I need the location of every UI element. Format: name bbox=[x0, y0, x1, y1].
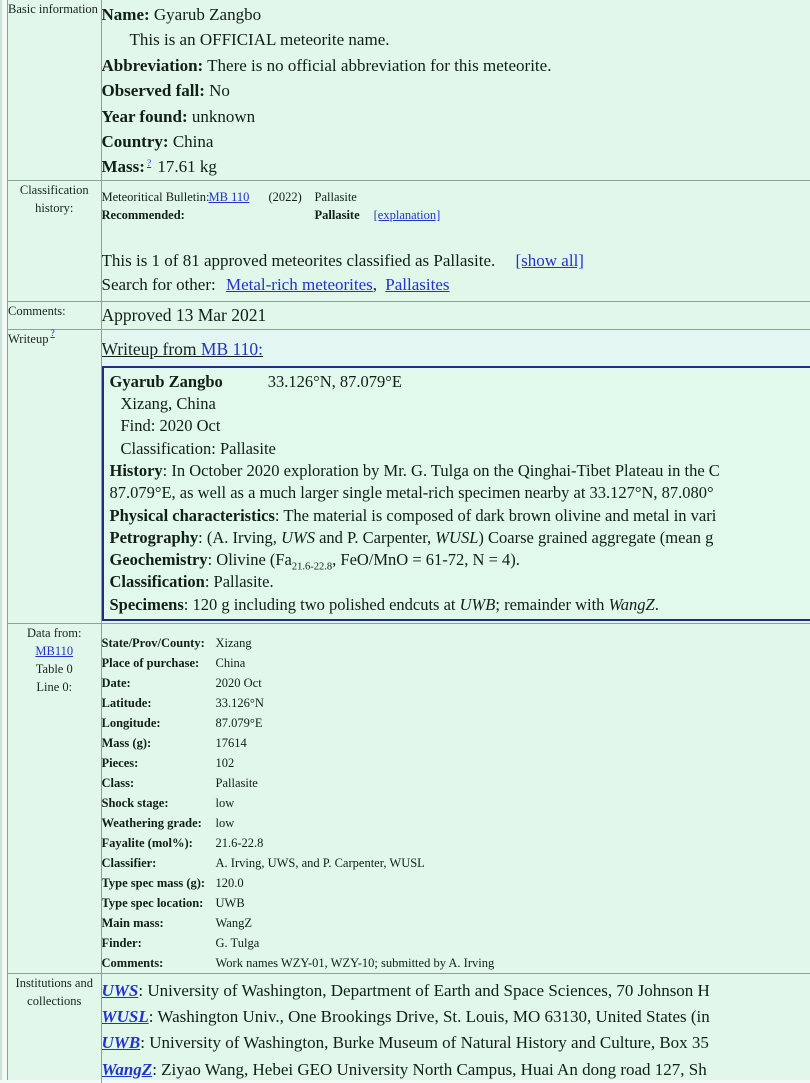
data-label: Fayalite (mol%): bbox=[102, 833, 216, 853]
text-line bbox=[102, 78, 810, 103]
institution-link[interactable]: WUSL bbox=[102, 1007, 149, 1026]
data-value: low bbox=[216, 796, 235, 810]
data-label: Place of purchase: bbox=[102, 653, 216, 673]
institution-link[interactable]: WangZ bbox=[102, 1060, 153, 1079]
data-label: Date: bbox=[102, 673, 216, 693]
data-value: Pallasite bbox=[216, 776, 258, 790]
row-classification-history bbox=[8, 180, 810, 301]
data-from-line: Line 0: bbox=[8, 678, 101, 696]
data-value: Work names WZY-01, WZY-10; submitted by A. Irving bbox=[216, 956, 495, 970]
data-label: Shock stage: bbox=[102, 793, 216, 813]
data-row bbox=[102, 713, 810, 733]
data-value: 120.0 bbox=[216, 876, 244, 890]
text-segment: Find: 2020 Oct bbox=[121, 416, 221, 435]
field-label: Gyarub Zangbo bbox=[110, 372, 223, 391]
writeup-box bbox=[102, 366, 810, 621]
data-kv-table bbox=[102, 624, 810, 973]
text-segment: and P. Carpenter, bbox=[315, 528, 435, 547]
data-value: low bbox=[216, 816, 235, 830]
data-value: 21.6-22.8 bbox=[216, 836, 264, 850]
classification-content bbox=[101, 180, 810, 301]
text-segment: ) Coarse grained aggregate (mean g bbox=[478, 528, 713, 547]
data-row bbox=[102, 813, 810, 833]
data-value: 87.079°E bbox=[216, 716, 263, 730]
text-segment: Classification: Pallasite bbox=[121, 439, 276, 458]
data-label: Type spec location: bbox=[102, 893, 216, 913]
text-line bbox=[110, 527, 810, 549]
data-label: Finder: bbox=[102, 933, 216, 953]
text-segment: 21.6-22.8 bbox=[292, 561, 332, 572]
data-from-title: Data from: bbox=[8, 624, 101, 642]
text-segment: ; remainder with bbox=[495, 595, 608, 614]
section-label-data-from bbox=[8, 623, 101, 973]
institution-line bbox=[102, 1004, 810, 1030]
text-segment: Xizang, China bbox=[121, 394, 216, 413]
text-segment: UWB bbox=[460, 595, 496, 614]
data-label: State/Prov/County: bbox=[102, 633, 216, 653]
metal-rich-meteorites-link[interactable]: Metal-rich meteorites bbox=[226, 275, 373, 294]
text-line bbox=[110, 549, 810, 571]
text-line bbox=[110, 415, 810, 437]
bulletin-class: Pallasite bbox=[315, 188, 810, 206]
text-line bbox=[102, 154, 810, 179]
data-row bbox=[102, 913, 810, 933]
data-from-content bbox=[101, 623, 810, 973]
text-segment: : The material is composed of dark brown olivine and metal in vari bbox=[275, 506, 716, 525]
separator: , bbox=[373, 275, 377, 294]
text-line bbox=[110, 505, 810, 527]
text-segment: : In October 2020 exploration by Mr. G. Tulga on the Qinghai-Tibet Plateau in the C bbox=[163, 461, 720, 480]
text-line bbox=[102, 2, 810, 27]
data-label: Type spec mass (g): bbox=[102, 873, 216, 893]
metbull-entry-page bbox=[7, 0, 810, 1080]
field-label: Classification bbox=[110, 572, 205, 591]
basic-information-content bbox=[101, 0, 810, 180]
data-row bbox=[102, 793, 810, 813]
text-line bbox=[102, 27, 810, 52]
section-label-comments: Comments: bbox=[8, 301, 101, 329]
data-row bbox=[102, 933, 810, 953]
data-label: Latitude: bbox=[102, 693, 216, 713]
data-row bbox=[102, 853, 810, 873]
data-label: Comments: bbox=[102, 953, 216, 973]
data-value: 17614 bbox=[216, 736, 247, 750]
approved-text: This is 1 of 81 approved meteorites classified as Pallasite. bbox=[102, 251, 496, 270]
search-prefix: Search for other: bbox=[102, 275, 216, 294]
text-segment: WUSL bbox=[435, 528, 478, 547]
text-line bbox=[102, 104, 810, 129]
field-label: History bbox=[110, 461, 163, 480]
comments-value: Approved 13 Mar 2021 bbox=[102, 302, 810, 326]
text-segment: Gyarub Zangbo bbox=[150, 5, 261, 24]
writeup-header bbox=[102, 339, 810, 360]
data-row bbox=[102, 753, 810, 773]
data-value: 33.126°N bbox=[216, 696, 264, 710]
writeup-content bbox=[101, 329, 810, 623]
data-row bbox=[102, 773, 810, 793]
field-label: Physical characteristics bbox=[110, 506, 275, 525]
field-label: Specimens bbox=[110, 595, 184, 614]
data-from-table: Table 0 bbox=[8, 660, 101, 678]
data-row bbox=[102, 893, 810, 913]
pallasites-link[interactable]: Pallasites bbox=[385, 275, 449, 294]
text-line bbox=[110, 571, 810, 593]
section-label-writeup: Writeup ? bbox=[8, 329, 101, 623]
text-segment: : Olivine (Fa bbox=[208, 550, 292, 569]
text-line bbox=[102, 53, 810, 78]
text-segment: 87.079°E, as well as a much larger single metal-rich specimen nearby at 33.127°N, 87.080° bbox=[110, 483, 714, 502]
row-institutions bbox=[8, 973, 810, 1083]
row-writeup bbox=[8, 329, 810, 623]
mb110-data-link[interactable]: MB110 bbox=[35, 644, 73, 658]
data-value: 102 bbox=[216, 756, 235, 770]
data-label: Pieces: bbox=[102, 753, 216, 773]
data-value: WangZ bbox=[216, 916, 252, 930]
row-data-from bbox=[8, 623, 810, 973]
text-segment: : 120 g including two polished endcuts at bbox=[184, 595, 460, 614]
data-label: Longitude: bbox=[102, 713, 216, 733]
text-line bbox=[110, 482, 810, 504]
text-segment: 33.126°N, 87.079°E bbox=[268, 372, 402, 391]
institution-list bbox=[102, 974, 810, 1083]
text-line bbox=[110, 460, 810, 482]
field-label: Geochemistry bbox=[110, 550, 208, 569]
text-segment: This is an OFFICIAL meteorite name. bbox=[130, 30, 390, 49]
text-segment: : Pallasite. bbox=[205, 572, 274, 591]
text-line bbox=[110, 438, 810, 460]
show-all-link[interactable]: [show all] bbox=[516, 251, 584, 270]
data-label: Class: bbox=[102, 773, 216, 793]
data-label: Main mass: bbox=[102, 913, 216, 933]
text-segment: UWS bbox=[281, 528, 315, 547]
text-segment: . bbox=[655, 595, 659, 614]
entry-table bbox=[8, 0, 810, 1083]
field-label: Year found: bbox=[102, 107, 188, 126]
text-segment: There is no official abbreviation for this meteorite. bbox=[203, 56, 551, 75]
field-label: Mass: bbox=[102, 157, 145, 176]
section-label-classification: Classification history: bbox=[8, 180, 101, 301]
row-basic-information bbox=[8, 0, 810, 180]
bulletin-table bbox=[102, 188, 810, 224]
data-row bbox=[102, 873, 810, 893]
data-value: UWB bbox=[216, 896, 245, 910]
data-value: G. Tulga bbox=[216, 936, 260, 950]
data-row bbox=[102, 693, 810, 713]
institution-link[interactable]: UWS bbox=[102, 981, 139, 1000]
data-row bbox=[102, 833, 810, 853]
data-value: Xizang bbox=[216, 636, 252, 650]
data-row bbox=[102, 633, 810, 653]
field-label: Name: bbox=[102, 5, 150, 24]
text-segment: unknown bbox=[188, 107, 256, 126]
recommended-value: Pallasite [explanation] bbox=[315, 206, 810, 224]
comments-content bbox=[101, 301, 810, 329]
text-segment: WangZ bbox=[609, 595, 655, 614]
recommended-label: Recommended: bbox=[102, 206, 209, 224]
data-label: Weathering grade: bbox=[102, 813, 216, 833]
text-segment: , FeO/MnO = 61-72, N = 4). bbox=[332, 550, 520, 569]
data-label: Mass (g): bbox=[102, 733, 216, 753]
mb110-bulletin-link[interactable]: MB 110 bbox=[209, 188, 269, 206]
institutions-content bbox=[101, 973, 810, 1083]
field-label: Petrography bbox=[110, 528, 199, 547]
field-label: Country: bbox=[102, 132, 169, 151]
field-label: Observed fall: bbox=[102, 81, 205, 100]
text-segment: 17.61 kg bbox=[153, 157, 217, 176]
institution-line bbox=[102, 978, 810, 1004]
data-row bbox=[102, 673, 810, 693]
institution-line bbox=[102, 1057, 810, 1083]
row-comments bbox=[8, 301, 810, 329]
text-segment: : (A. Irving, bbox=[198, 528, 281, 547]
institution-text: : University of Washington, Burke Museum of Natural History and Culture, Box 35 bbox=[140, 1033, 709, 1052]
institution-text: : Ziyao Wang, Hebei GEO University North Campus, Huai An dong road 127, Sh bbox=[152, 1060, 707, 1079]
institution-text: : Washington Univ., One Brookings Drive, St. Louis, MO 63130, United States (in bbox=[149, 1007, 710, 1026]
data-value: China bbox=[216, 656, 246, 670]
text-line bbox=[110, 594, 810, 616]
bulletin-year: (2022) bbox=[269, 188, 315, 206]
section-label-basic: Basic information bbox=[8, 0, 101, 180]
help-link[interactable]: ? bbox=[147, 159, 151, 169]
help-link[interactable]: ? bbox=[50, 329, 54, 339]
text-line bbox=[110, 371, 810, 393]
data-row bbox=[102, 953, 810, 973]
text-line bbox=[110, 393, 810, 415]
writeup-from-link[interactable]: Writeup from MB 110: bbox=[102, 339, 263, 359]
institution-text: : University of Washington, Department of Earth and Space Sciences, 70 Johnson H bbox=[138, 981, 709, 1000]
institution-line bbox=[102, 1030, 810, 1056]
data-value: 2020 Oct bbox=[216, 676, 262, 690]
explanation-link[interactable]: [explanation] bbox=[374, 208, 441, 222]
text-segment: No bbox=[205, 81, 230, 100]
data-label: Classifier: bbox=[102, 853, 216, 873]
search-other-line bbox=[102, 272, 810, 298]
approved-count-line bbox=[102, 251, 810, 271]
institution-link[interactable]: UWB bbox=[102, 1033, 141, 1052]
text-segment: China bbox=[169, 132, 214, 151]
data-row bbox=[102, 733, 810, 753]
bulletin-label: Meteoritical Bulletin: bbox=[102, 188, 209, 206]
basic-lines bbox=[102, 0, 810, 180]
field-label: Abbreviation: bbox=[102, 56, 204, 75]
data-value: A. Irving, UWS, and P. Carpenter, WUSL bbox=[216, 856, 425, 870]
data-row bbox=[102, 653, 810, 673]
text-line bbox=[102, 129, 810, 154]
section-label-institutions: Institutions and collections bbox=[8, 973, 101, 1083]
